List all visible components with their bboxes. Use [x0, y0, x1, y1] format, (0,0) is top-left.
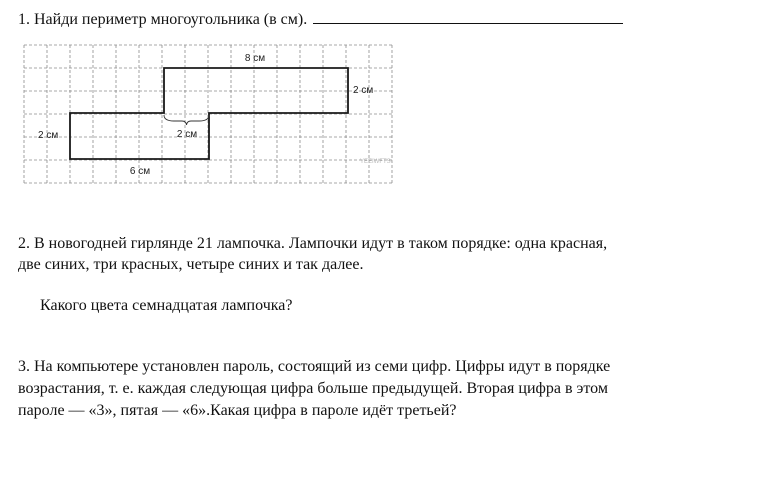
- task-1: [18, 9, 623, 30]
- label-middle: 2 см: [176, 129, 198, 140]
- polygon-outline: [70, 68, 348, 159]
- polygon-figure: [22, 43, 404, 185]
- task-3-line-3: пароле — «3», пятая — «6».Какая цифра в пароле идёт третьей?: [18, 402, 457, 419]
- brace-mark: [164, 115, 209, 125]
- grid: [24, 45, 392, 183]
- label-bottom: 6 см: [129, 166, 151, 177]
- task-3-line-2: возрастания, т. е. каждая следующая цифра больше предыдущей. Вторая цифра в этом: [18, 380, 608, 397]
- watermark: YEEIWFTS•: [360, 159, 393, 165]
- task-3-line-1: 3. На компьютере установлен пароль, состоящий из семи цифр. Цифры идут в порядке: [18, 358, 611, 375]
- task-1-text: 1. Найди периметр многоугольника (в см).: [18, 11, 308, 28]
- task-2-line-1: 2. В новогодней гирлянде 21 лампочка. Лампочки идут в таком порядке: одна красная,: [18, 235, 608, 252]
- label-top: 8 см: [244, 53, 266, 64]
- answer-line: [313, 9, 623, 24]
- task-2-question: Какого цвета семнадцатая лампочка?: [40, 297, 293, 314]
- task-2-line-2: две синих, три красных, четыре синих и так далее.: [18, 256, 364, 273]
- label-left: 2 см: [38, 130, 59, 141]
- label-right: 2 см: [353, 85, 374, 96]
